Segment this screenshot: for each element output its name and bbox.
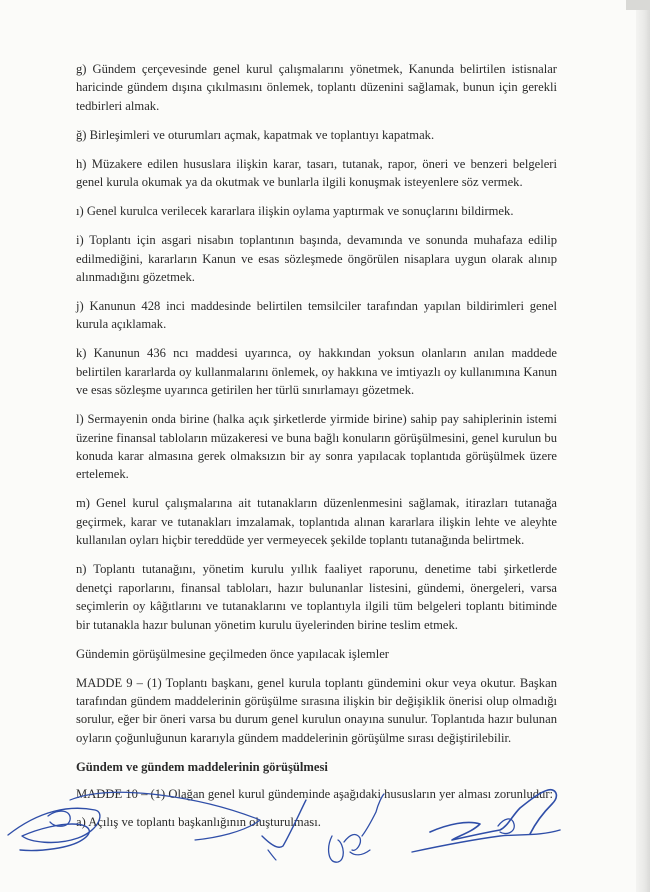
article-10-item-a: a) Açılış ve toplantı başkanlığının oluşturulması.: [76, 814, 321, 829]
paragraph-i-dotless: ı) Genel kurulca verilecek kararlara ilişkin oylama yaptırmak ve sonuçlarını bildirmek.: [76, 204, 514, 219]
paragraph-l: l) Sermayenin onda birine (halka açık şirketlerde yirmide birine) sahip pay sahiplerinin istemi üzerine finansal tabloların müzakeresi ve buna bağlı konuların görüşülmesini, genel kurulun bu konuda karar almasına gerek olmaksızın bir ay sonra yapılacak toplantıda görüşülmek üzere ertelemek.: [76, 412, 557, 482]
paragraph-h: h) Müzakere edilen hususlara ilişkin karar, tasarı, tutanak, rapor, öneri ve benzeri belgeleri genel kurula okumak ya da okutmak ve bunlarla ilgili konuşmak isteyenlere söz vermek.: [76, 156, 557, 190]
page-edge-shadow: [636, 0, 650, 892]
paragraph-g: g) Gündem çerçevesinde genel kurul çalışmalarını yönetmek, Kanunda belirtilen istisnalar haricinde gündem dışına çıkılmasını önlemek, toplantı düzenini sağlamak, bunun için gerekli tedbirleri almak.: [76, 62, 557, 113]
article-9: MADDE 9 – (1) Toplantı başkanı, genel kurula toplantı gündemini okur veya okutur. Başkan tarafından gündem maddelerinin görüşülme sırasına ilişkin bir değişiklik önerisi olup olmadığı sorulur, eğer bir öneri varsa bu durum genel kurulun onayına sunulur. Toplantıda hazır bulunan oyların çoğunluğunun kararıyla gündem maddelerinin görüşülme sırası değiştirilebilir.: [76, 675, 557, 745]
section-heading: Gündem ve gündem maddelerinin görüşülmesi: [76, 759, 328, 774]
paragraph-m: m) Genel kurul çalışmalarına ait tutanakların düzenlenmesini sağlamak, itirazları tutanağa geçirmek, karar ve tutanakları imzalamak, toplantıda alınan kararlara ilişkin lehte ve aleyhte kullanılan oyları hiçbir tereddüde yer vermeyecek şekilde toplantı tutanağında belirtmek.: [76, 496, 557, 548]
signature-3-tail: [350, 850, 370, 855]
paragraph-gg: ğ) Birleşimleri ve oturumları açmak, kapatmak ve toplantıyı kapatmak.: [76, 127, 435, 142]
signature-1-loop: [48, 811, 70, 826]
paragraph-k: k) Kanunun 436 ncı maddesi uyarınca, oy hakkından yoksun olanların anılan maddede belirtilen kararlarda oy kullanmalarını önlemek, oy hakkına ve imtiyazlı oy kullanımına Kanun ve esas sözleşme uyarınca getirilen her türlü sınırlamayı gözetmek.: [76, 346, 557, 398]
paragraph-i: i) Toplantı için asgari nisabın toplantının başında, devamında ve sonunda muhafaza edilip edilmediğini, kararların Kanun ve esas sözleşmede öngörülen nisaplara uygun olarak alınıp alınmadığını gözetmek.: [76, 233, 557, 285]
paragraph-n: n) Toplantı tutanağını, yönetim kurulu yıllık faaliyet raporunu, denetime tabi şirketlerde denetçi raporlarını, finansal tabloları, hazır bulunanlar listesini, gündemi, önergeleri, varsa seçimlerin oy kâğıtlarını ve tutanaklarını ve toplantıyla ilgili tüm belgeleri toplantı bitiminde bir tutanakla hazır bulunan yönetim kurulu üyelerinden birine teslim etmek.: [76, 562, 557, 632]
article-10: MADDE 10 – (1) Olağan genel kurul gündeminde aşağıdaki hususların yer alması zorunludur:: [76, 787, 554, 802]
document-body: [76, 60, 557, 842]
page-corner: [626, 0, 650, 10]
paragraph-j: j) Kanunun 428 inci maddesinde belirtilen temsilciler tarafından yapılan bildirimleri genel kurula açıklamak.: [76, 299, 557, 332]
signature-2-tick: [268, 850, 276, 860]
section-title-pre-agenda: Gündemin görüşülmesine geçilmeden önce yapılacak işlemler: [76, 646, 389, 661]
